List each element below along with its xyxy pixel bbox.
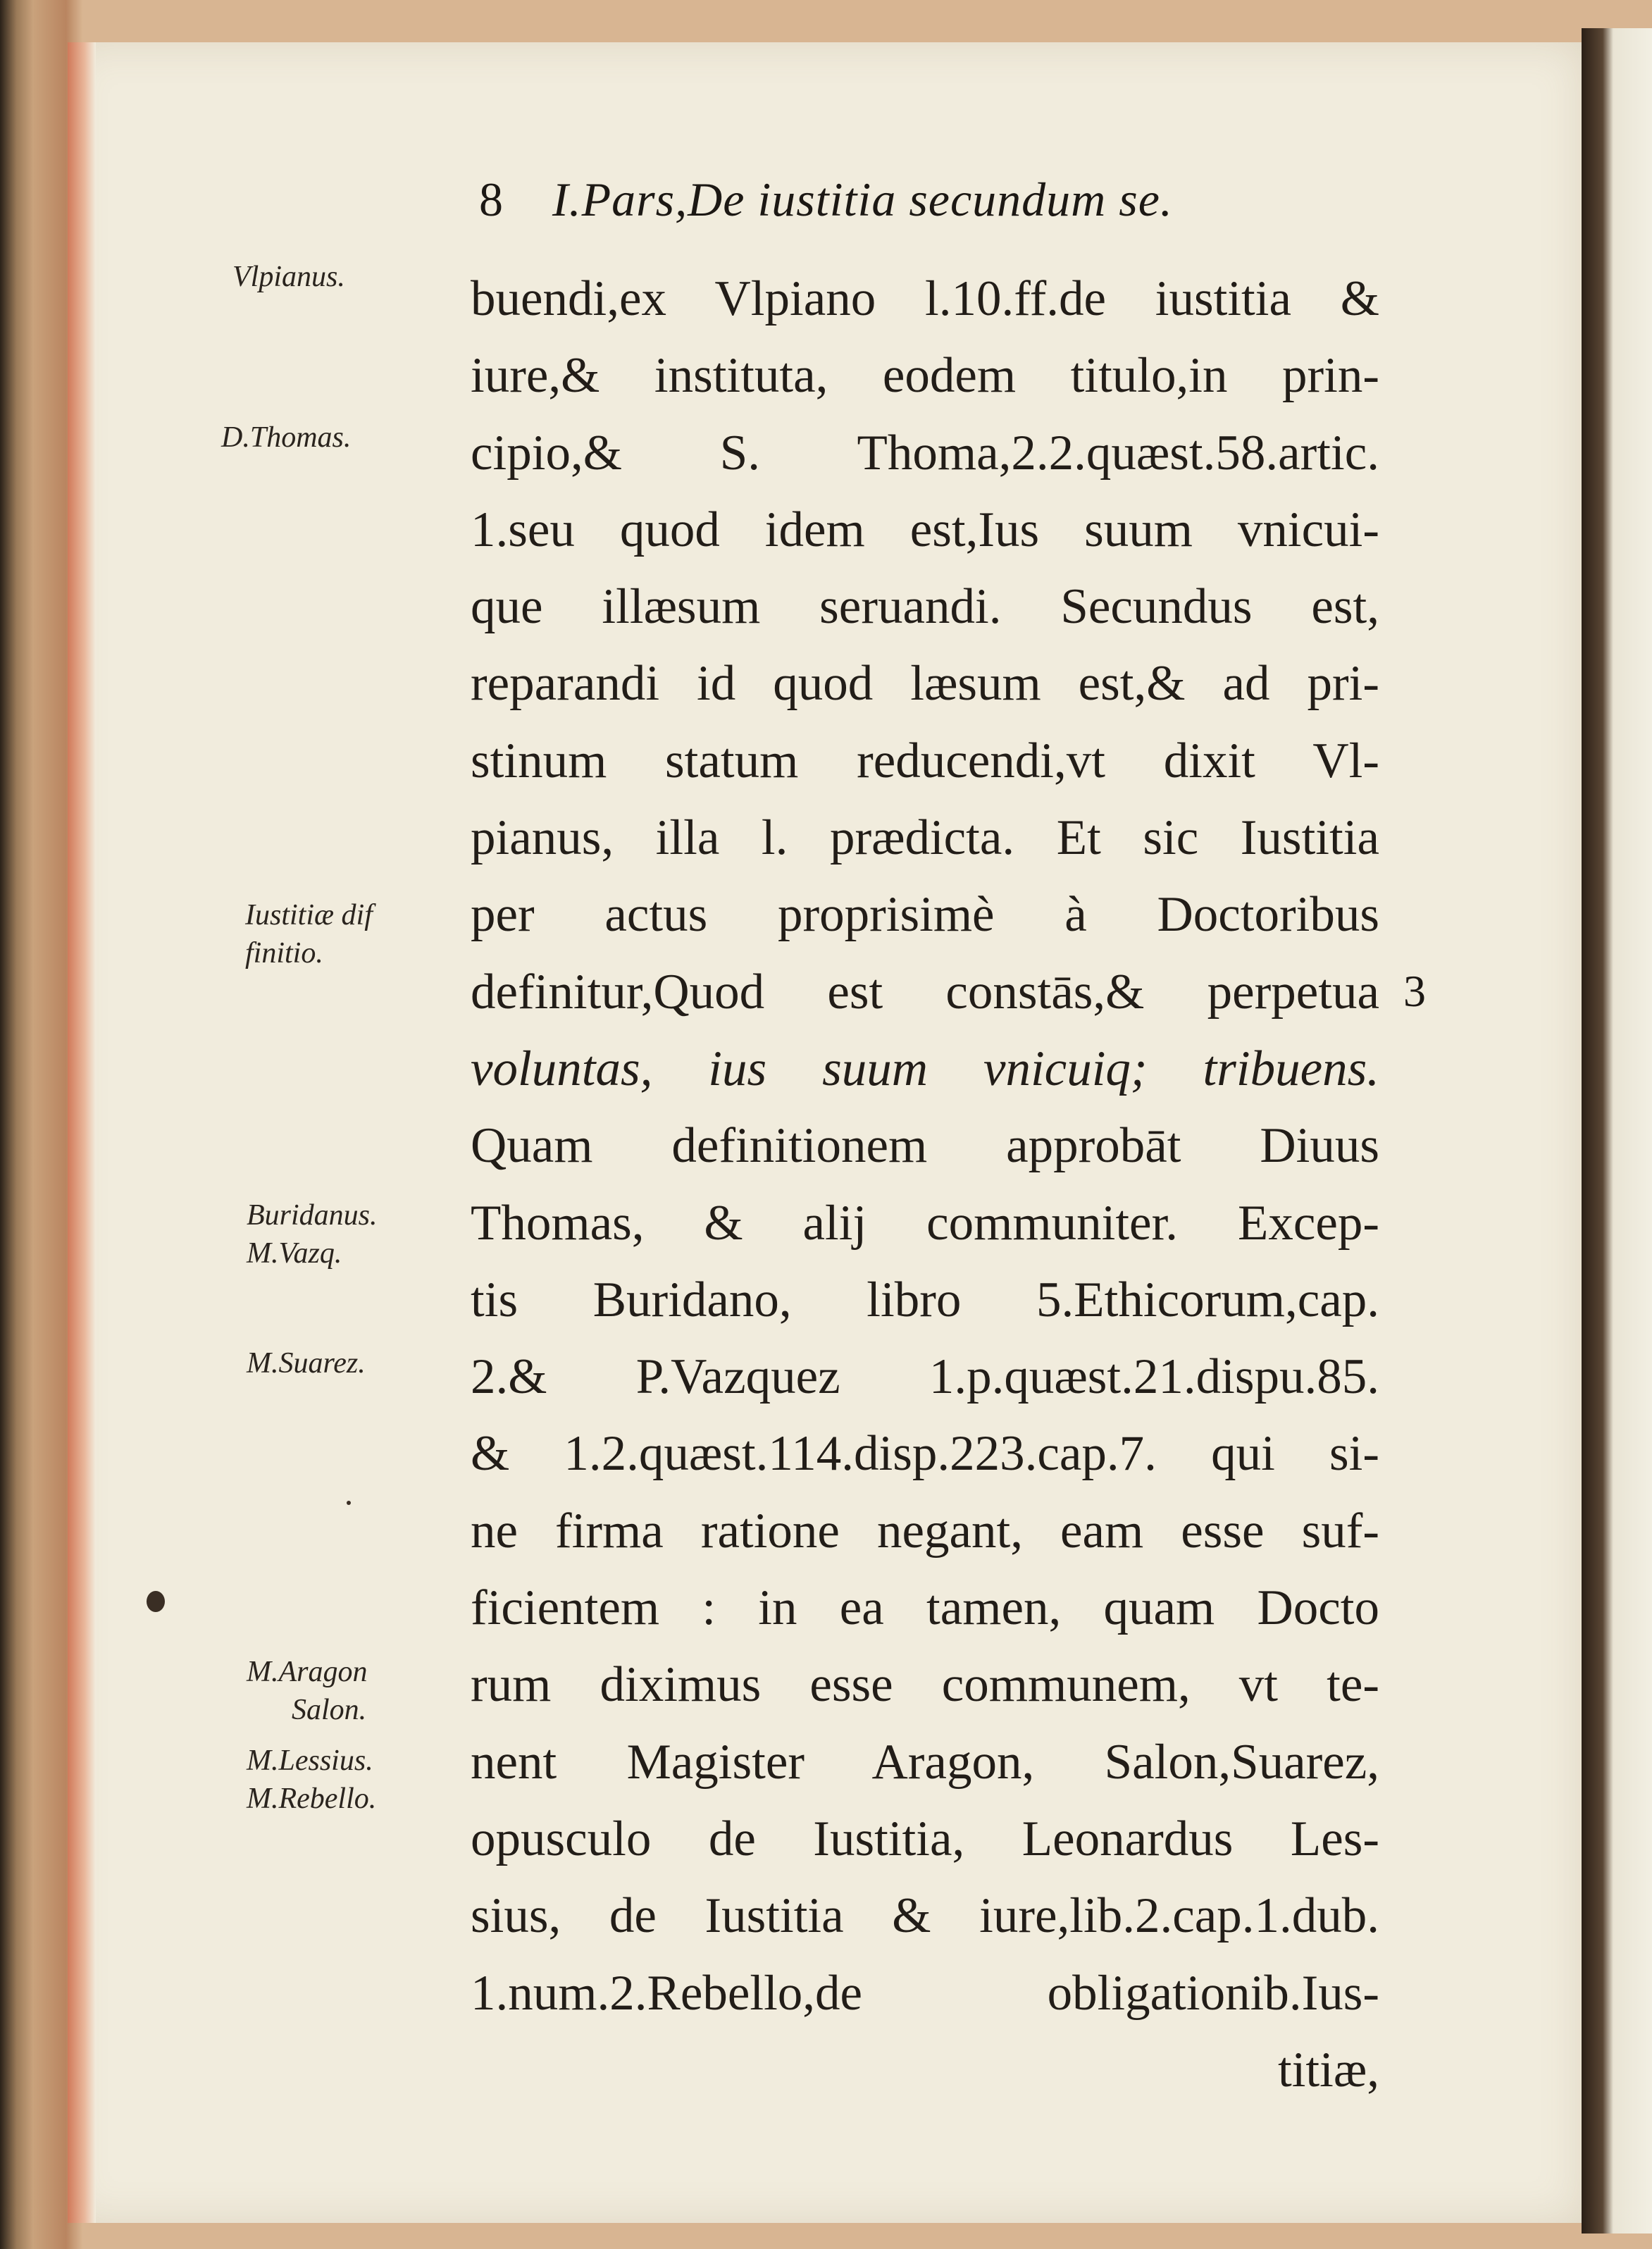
text-line: stinum statum reducendi,vt dixit Vl- xyxy=(471,733,1379,788)
margin-note: Vlpianus. xyxy=(232,261,345,293)
text-line: & 1.2.quæst.114.disp.223.cap.7. qui si- xyxy=(471,1426,1379,1482)
text-line: que illæsum seruandi. Secundus est, xyxy=(471,579,1379,635)
margin-note: finitio. xyxy=(245,937,323,969)
text-line: definitur,Quod est constās,& perpetua xyxy=(471,964,1379,1020)
text-line: Quam definitionem approbāt Diuus xyxy=(471,1118,1379,1174)
ink-speck xyxy=(147,1591,165,1612)
text-line: ficientem : in ea tamen, quam Docto xyxy=(471,1580,1379,1636)
text-line: 2.& P.Vazquez 1.p.quæst.21.dispu.85. xyxy=(471,1349,1379,1405)
text-line: reparandi id quod læsum est,& ad pri- xyxy=(471,656,1379,712)
body-text xyxy=(471,261,1379,2109)
text-line: rum diximus esse communem, vt te- xyxy=(471,1657,1379,1713)
text-line: titiæ, xyxy=(1277,2042,1379,2098)
text-line: pianus, illa l. prædicta. Et sic Iustitia xyxy=(471,810,1379,866)
margin-note: M.Lessius. xyxy=(247,1745,373,1777)
text-line: ne firma ratione negant, eam esse suf- xyxy=(471,1503,1379,1559)
text-line: iure,& instituta, eodem titulo,in prin- xyxy=(471,348,1379,404)
text-line: voluntas, ius suum vnicuiq; tribuens. xyxy=(471,1041,1379,1096)
running-title: I.Pars,De iustitia secundum se. xyxy=(552,172,1173,226)
text-line: opusculo de Iustitia, Leonardus Les- xyxy=(471,1811,1379,1866)
margin-note: M.Rebello. xyxy=(247,1783,377,1815)
page-number: 8 xyxy=(479,172,503,226)
text-line: 1.num.2.Rebello,de obligationib.Ius- xyxy=(471,1965,1379,2021)
book-gutter xyxy=(1582,28,1652,2233)
page-edge-stain xyxy=(68,42,96,2223)
text-line: buendi,ex Vlpiano l.10.ff.de iustitia & xyxy=(471,271,1379,326)
side-mark: 3 xyxy=(1403,966,1426,1016)
text-line: 1.seu quod idem est,Ius suum vnicui- xyxy=(471,502,1379,557)
ink-speck xyxy=(347,1501,351,1505)
margin-note: M.Vazq. xyxy=(247,1237,342,1270)
margin-note: Buridanus. xyxy=(247,1199,378,1232)
margin-note: M.Aragon xyxy=(247,1656,368,1688)
text-line: per actus proprisimè à Doctoribus xyxy=(471,887,1379,943)
text-line: tis Buridano, libro 5.Ethicorum,cap. xyxy=(471,1272,1379,1327)
page-header xyxy=(479,168,1395,231)
text-line: cipio,& S. Thoma,2.2.quæst.58.artic. xyxy=(471,425,1379,481)
margin-note: M.Suarez. xyxy=(247,1347,366,1380)
margin-note: D.Thomas. xyxy=(221,421,352,454)
text-line: nent Magister Aragon, Salon,Suarez, xyxy=(471,1734,1379,1790)
margin-note: Iustitiæ dif xyxy=(245,899,373,931)
text-line: sius, de Iustitia & iure,lib.2.cap.1.dub. xyxy=(471,1888,1379,1944)
margin-note: Salon. xyxy=(292,1694,367,1726)
text-line: Thomas, & alij communiter. Excep- xyxy=(471,1195,1379,1251)
